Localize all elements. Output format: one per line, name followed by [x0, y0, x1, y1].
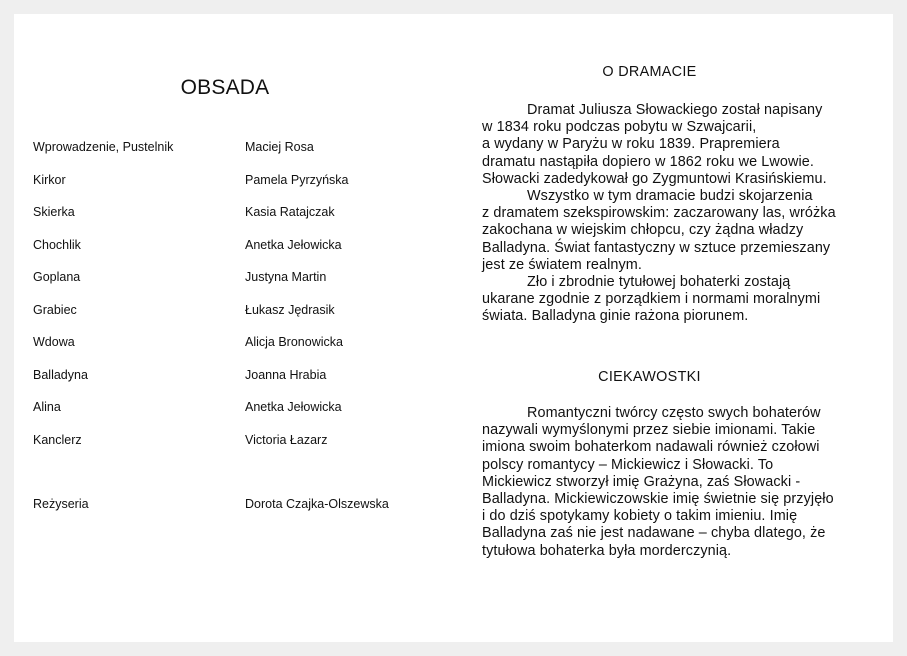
cast-actor: Kasia Ratajczak — [245, 205, 335, 219]
cast-actor: Pamela Pyrzyńska — [245, 172, 349, 187]
cast-role: Kirkor — [33, 172, 66, 187]
text-line: w 1834 roku podczas pobytu w Szwajcarii, — [482, 119, 757, 136]
text-line: świata. Balladyna ginie rażona piorunem. — [482, 308, 749, 325]
text-line: Zło i zbrodnie tytułowej bohaterki zostają — [527, 274, 791, 291]
director-name: Dorota Czajka-Olszewska — [245, 497, 389, 511]
text-line: Balladyna. Świat fantastyczny w sztuce przemieszany — [482, 239, 831, 256]
cast-actor: Łukasz Jędrasik — [245, 302, 335, 317]
cast-actor: Joanna Hrabia — [245, 367, 327, 382]
text-line: zakochana w wiejskim chłopcu, czy żądna władzy — [482, 222, 804, 239]
text-line: Wszystko w tym dramacie budzi skojarzenia — [527, 188, 813, 205]
text-line: Dramat Juliusza Słowackiego został napisany — [527, 102, 823, 118]
cast-role: Kanclerz — [33, 432, 82, 447]
cast-actor: Alicja Bronowicka — [245, 335, 343, 349]
cast-row — [33, 397, 453, 417]
text-line: a wydany w Paryżu w roku 1839. Prapremiera — [482, 136, 780, 153]
cast-title: OBSADA — [180, 76, 270, 99]
text-line: jest ze światem realnym. — [482, 256, 642, 273]
text-line: Balladyna zaś nie jest nadawane – chyba dlatego, że — [482, 525, 826, 542]
cast-row — [33, 332, 453, 352]
director-row — [33, 494, 453, 514]
director-label: Reżyseria — [33, 497, 89, 511]
trivia-heading: CIEKAWOSTKI — [598, 369, 701, 385]
cast-role: Alina — [33, 400, 61, 414]
text-line: Mickiewicz stworzył imię Grażyna, zaś Słowacki - — [482, 473, 801, 490]
text-line: Romantyczni twórcy często swych bohaterów — [527, 405, 821, 421]
text-line: Balladyna. Mickiewiczowskie imię świetnie się przyjęło — [482, 491, 834, 508]
trivia-text — [482, 405, 887, 560]
cast-row — [33, 267, 453, 287]
text-line: polscy romantycy – Mickiewicz i Słowacki. To — [482, 456, 774, 473]
cast-role: Goplana — [33, 270, 81, 284]
cast-actor: Justyna Martin — [245, 270, 327, 284]
cast-row — [33, 300, 453, 320]
cast-role: Skierka — [33, 205, 75, 219]
text-line: dramatu nastąpiła dopiero w 1862 roku we Lwowie. — [482, 153, 814, 170]
about-text — [482, 102, 887, 326]
text-line: imiona swoim bohaterkom nadawali również czołowi — [482, 439, 820, 456]
cast-role: Wprowadzenie, Pustelnik — [33, 140, 174, 154]
cast-role: Balladyna — [33, 367, 88, 382]
text-line: tytułowa bohaterka była morderczynią. — [482, 542, 732, 559]
text-line: z dramatem szekspirowskim: zaczarowany las, wróżka — [482, 205, 836, 222]
cast-row — [33, 202, 453, 222]
cast-actor: Victoria Łazarz — [245, 432, 328, 447]
cast-role: Chochlik — [33, 237, 81, 252]
cast-actor: Anetka Jełowicka — [245, 400, 342, 414]
cast-row — [33, 235, 453, 255]
cast-role: Wdowa — [33, 335, 75, 349]
about-heading: O DRAMACIE — [602, 64, 697, 80]
cast-actor: Anetka Jełowicka — [245, 237, 342, 252]
document-page — [14, 14, 893, 642]
cast-actor: Maciej Rosa — [245, 140, 314, 154]
text-line: i do dziś spotykamy kobiety o takim imieniu. Imię — [482, 508, 798, 525]
text-line: ukarane zgodnie z porządkiem i normami moralnymi — [482, 291, 821, 308]
text-line: Słowacki zadedykował go Zygmuntowi Krasińskiemu. — [482, 170, 827, 187]
cast-role: Grabiec — [33, 302, 77, 317]
cast-row — [33, 430, 453, 450]
cast-row — [33, 137, 453, 157]
text-line: nazywali wymyślonymi przez siebie imionami. Takie — [482, 422, 816, 439]
cast-row — [33, 170, 453, 190]
cast-row — [33, 365, 453, 385]
